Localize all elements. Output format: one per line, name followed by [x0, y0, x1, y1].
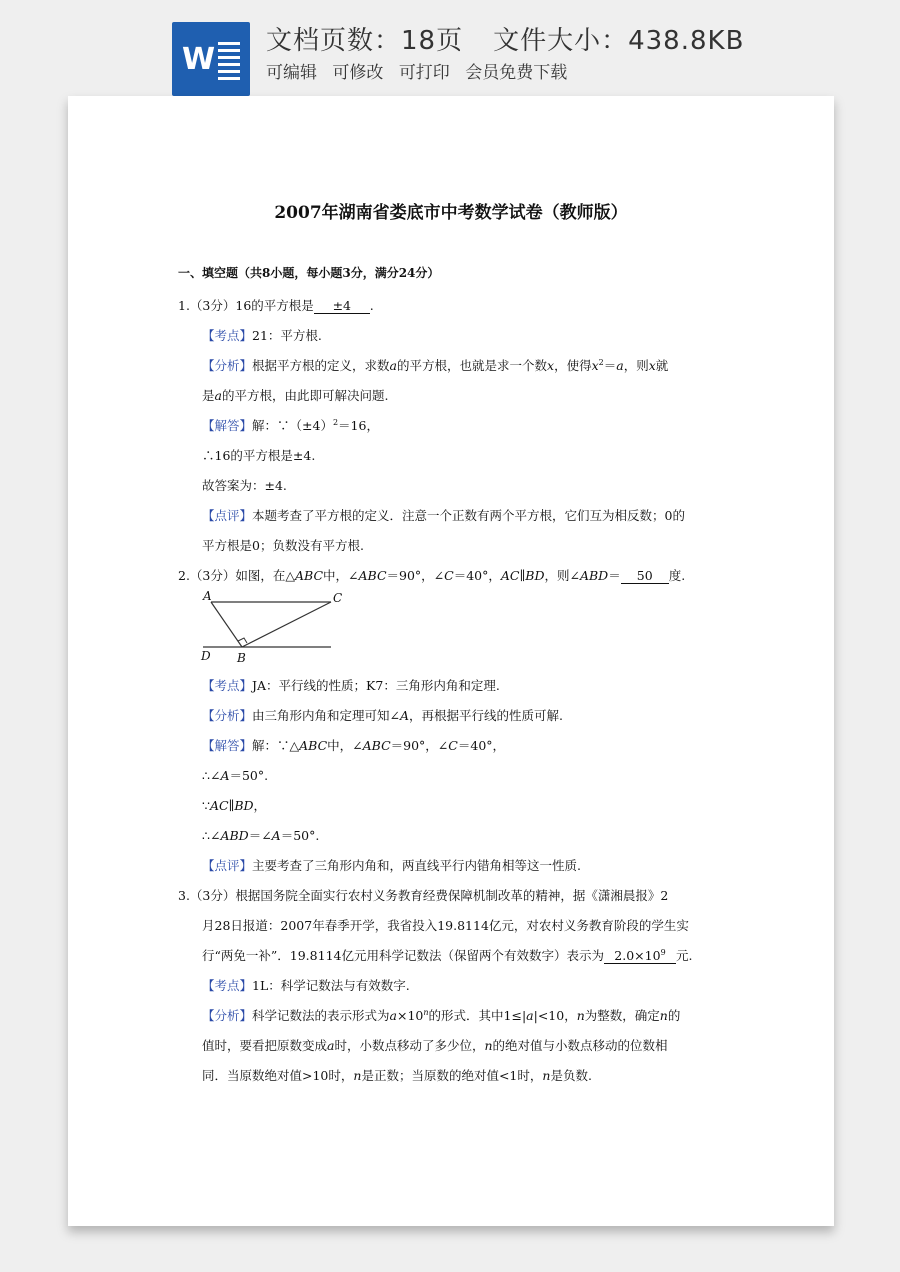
section-heading: 一、填空题（共8小题，每小题3分，满分24分）	[178, 266, 440, 280]
q3-fenxi-line3	[202, 1066, 592, 1084]
feature-editable: 可编辑	[266, 63, 317, 83]
line-bc	[242, 602, 331, 647]
text: ，使得	[554, 358, 592, 373]
var: ABC	[295, 568, 324, 583]
text: ，则	[623, 358, 649, 373]
q2-fenxi	[202, 706, 563, 724]
q1-answer: ±4	[314, 298, 370, 314]
var: ABC	[299, 738, 328, 753]
text: 度.	[668, 568, 686, 583]
text: 的形式．其中1≤|	[428, 1008, 527, 1023]
text: 时，小数点移动了多少位，	[334, 1038, 485, 1053]
var: ABC	[362, 738, 391, 753]
text: 同．当原数绝对值>10时，	[202, 1068, 354, 1083]
q2-jieda-line2	[202, 766, 268, 784]
text: ＝50°.	[280, 828, 320, 843]
text: ＝	[608, 568, 621, 583]
var: A	[220, 768, 230, 783]
q1-jieda-line3: 故答案为：±4.	[202, 478, 287, 493]
q1-jieda-line1	[202, 416, 379, 434]
q1-fenxi-line2	[202, 386, 388, 404]
q3-fenxi-line1	[202, 1006, 680, 1024]
text: 行“两免一补”．19.8114亿元用科学记数法（保留两个有效数字）表示为	[202, 948, 604, 963]
text: 的	[667, 1008, 681, 1023]
superscript: 2	[332, 417, 339, 427]
q2-stem	[178, 566, 685, 584]
text: 元.	[675, 948, 693, 963]
page-count: 文档页数：18页	[266, 26, 464, 56]
q1-kaodian-text: 21：平方根.	[252, 328, 322, 343]
tag-jieda: 【解答】	[202, 738, 253, 753]
word-icon-letter: W	[182, 42, 216, 77]
tag-kaodian: 【考点】	[202, 328, 253, 343]
text: 1L：科学记数法与有效数字.	[252, 978, 410, 993]
tag-fenxi: 【分析】	[202, 1008, 253, 1023]
text: ，再根据平行线的性质可解.	[409, 708, 564, 723]
text: ＝40°，	[457, 738, 506, 753]
text: ＝50°.	[229, 768, 269, 783]
q1-stem	[178, 296, 374, 314]
var: ABD	[579, 568, 609, 583]
tag-jieda: 【解答】	[202, 418, 253, 433]
text: 是正数；当原数的绝对值<1时，	[361, 1068, 543, 1083]
word-icon-lines	[218, 42, 240, 84]
label-b: B	[237, 651, 246, 665]
text: ＝90°，∠	[390, 738, 449, 753]
q1-jieda-line2: ∴16的平方根是±4.	[202, 448, 316, 463]
document-page	[68, 96, 834, 1226]
q1-kaodian	[202, 326, 322, 344]
tag-dianping: 【点评】	[202, 508, 253, 523]
text: 为整数，确定	[584, 1008, 660, 1023]
label-a: A	[203, 589, 212, 603]
text: 值时，要看把原数变成	[202, 1038, 328, 1053]
var: a	[327, 1038, 335, 1053]
banner-features	[266, 58, 577, 83]
var: a	[214, 388, 222, 403]
q1-dianping-line1	[202, 506, 685, 524]
var: n	[484, 1038, 493, 1053]
var: n	[542, 1068, 551, 1083]
text: 解：∵△	[252, 738, 300, 753]
var: n	[353, 1068, 362, 1083]
text: |<10，	[533, 1008, 577, 1023]
feature-member-download: 会员免费下载	[465, 63, 568, 83]
text: ∴∠	[202, 828, 221, 843]
var: A	[400, 708, 410, 723]
var: ABC	[358, 568, 387, 583]
text: 根据平方根的定义，求数	[252, 358, 390, 373]
feature-modifiable: 可修改	[332, 63, 384, 83]
var: x	[547, 358, 555, 373]
text: ＝40°，	[453, 568, 501, 583]
tag-fenxi: 【分析】	[202, 708, 253, 723]
text: 中，∠	[327, 738, 363, 753]
text: 主要考查了三角形内角和，两直线平行内错角相等这一性质.	[252, 858, 581, 873]
var: n	[659, 1008, 668, 1023]
var: ABD	[220, 828, 249, 843]
q1-stem-end: .	[369, 298, 374, 313]
text: 的平方根，也就是求一个数	[396, 358, 547, 373]
tag-dianping: 【点评】	[202, 858, 253, 873]
tag-fenxi: 【分析】	[202, 358, 253, 373]
superscript: 2	[598, 357, 604, 367]
text: 解：∵（±4）	[252, 418, 333, 433]
q2-dianping	[202, 856, 581, 874]
text: ∴∠	[202, 768, 221, 783]
tag-kaodian: 【考点】	[202, 978, 253, 993]
q1-fenxi-line1	[202, 356, 668, 374]
var: A	[271, 828, 281, 843]
var: C	[444, 568, 454, 583]
q3-answer	[604, 948, 676, 964]
word-document-icon	[172, 22, 250, 96]
superscript: 9	[660, 947, 666, 957]
text: ＝∠	[248, 828, 272, 843]
text: JA：平行线的性质；K7：三角形内角和定理.	[252, 678, 500, 693]
var: x	[591, 358, 599, 373]
q1-dianping-line2: 平方根是0；负数没有平方根.	[202, 538, 364, 553]
var: x	[648, 358, 656, 373]
q3-kaodian	[202, 976, 410, 994]
text: 2.0×10	[614, 948, 661, 963]
text: 2.（3分）如图，在△	[178, 568, 295, 583]
var: n	[576, 1008, 585, 1023]
tag-kaodian: 【考点】	[202, 678, 253, 693]
q3-line3	[202, 946, 692, 964]
text: 科学记数法的表示形式为	[252, 1008, 390, 1023]
var: a	[389, 1008, 397, 1023]
text: ∵	[202, 798, 210, 813]
text: ＝	[603, 358, 617, 373]
file-size: 文件大小：438.8KB	[493, 26, 745, 56]
text: ＝16，	[338, 418, 379, 433]
text: 由三角形内角和定理可知∠	[252, 708, 400, 723]
text: 是	[202, 388, 215, 403]
var: AC∥BD	[500, 568, 545, 583]
q3-fenxi-line2	[202, 1036, 668, 1054]
text: 是负数.	[550, 1068, 592, 1083]
q2-jieda-line4	[202, 826, 319, 844]
label-c: C	[333, 591, 343, 605]
text: ，	[253, 798, 267, 813]
text: 的绝对值与小数点移动的位数相	[492, 1038, 668, 1053]
text: 的平方根，由此即可解决问题.	[221, 388, 389, 403]
q3-line2: 月28日报道：2007年春季开学，我省投入19.8114亿元，对农村义务教育阶段的学生实	[202, 918, 689, 933]
feature-printable: 可打印	[398, 63, 450, 83]
text: 本题考查了平方根的定义．注意一个正数有两个平方根，它们互为相反数；0的	[252, 508, 685, 523]
var: n	[423, 1007, 429, 1017]
text: ×10	[396, 1008, 424, 1023]
line-ab	[211, 602, 242, 647]
text: 就	[655, 358, 669, 373]
q2-jieda-line3	[202, 796, 266, 814]
q2-jieda-line1	[202, 736, 505, 754]
text: 中，∠	[323, 568, 359, 583]
q1-stem-text: 1.（3分）16的平方根是	[178, 298, 314, 313]
var: a	[389, 358, 397, 373]
label-d: D	[201, 649, 211, 663]
document-title: 2007年湖南省娄底市中考数学试卷（教师版）	[274, 203, 628, 223]
text: ＝90°，∠	[386, 568, 445, 583]
var: a	[616, 358, 624, 373]
q2-answer: 50	[621, 568, 669, 584]
q2-kaodian	[202, 676, 500, 694]
download-banner	[0, 0, 900, 100]
var: a	[526, 1008, 534, 1023]
q2-figure	[201, 589, 343, 665]
var: AC∥BD	[209, 798, 254, 813]
var: C	[448, 738, 458, 753]
q3-line1: 3.（3分）根据国务院全面实行农村义务教育经费保障机制改革的精神，据《潇湘晨报》2	[178, 888, 669, 903]
banner-title	[266, 20, 744, 57]
text: ，则∠	[544, 568, 580, 583]
